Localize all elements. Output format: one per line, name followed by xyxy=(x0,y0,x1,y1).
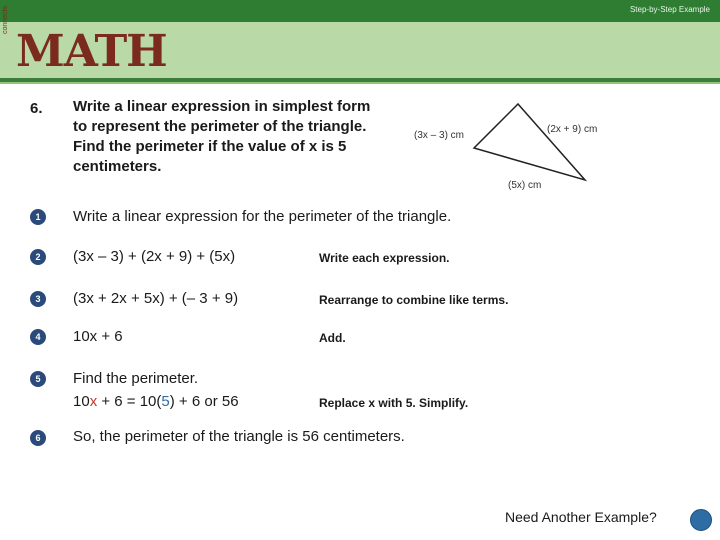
math-logo: MATH xyxy=(16,26,167,77)
step-3-expression: (3x + 2x + 5x) + (– 3 + 9) xyxy=(73,290,239,307)
work-coefficient: 10 xyxy=(73,393,90,410)
step-1-text: Write a linear expression for the perimeter of the triangle. xyxy=(73,208,452,225)
next-arrow-icon xyxy=(691,510,711,530)
step-4-badge: 4 xyxy=(30,329,46,345)
work-result: ) + 6 or 56 xyxy=(169,393,239,410)
header-top-bar xyxy=(0,0,720,22)
triangle-left-side-label: (3x – 3) cm xyxy=(414,130,465,141)
header-divider xyxy=(0,78,720,82)
work-middle: + 6 = 10( xyxy=(97,393,162,410)
step-6-badge: 6 xyxy=(30,430,46,446)
step-5-text: Find the perimeter. xyxy=(73,370,199,387)
problem-number: 6. xyxy=(30,100,43,117)
next-example-button[interactable] xyxy=(690,509,712,531)
need-another-example-link[interactable]: Need Another Example? xyxy=(505,509,657,525)
step-5-note: Replace x with 5. Simplify. xyxy=(319,396,469,410)
triangle-shape xyxy=(474,104,585,180)
step-2-badge: 2 xyxy=(30,249,46,265)
work-value: 5 xyxy=(161,393,170,410)
header-banner xyxy=(0,0,720,84)
problem-statement: Write a linear expression in simplest form to represent the perimeter of the triangle. Find the perimeter if the value of x is 5 centimeters. xyxy=(73,98,371,175)
step-2-note: Write each expression. xyxy=(319,251,450,265)
step-2-expression: (3x – 3) + (2x + 9) + (5x) xyxy=(73,248,236,265)
triangle-diagram xyxy=(470,100,590,185)
header-subtitle: Step-by-Step Example xyxy=(629,5,710,14)
step-1-badge: 1 xyxy=(30,209,46,225)
step-6-text: So, the perimeter of the triangle is 56 centimeters. xyxy=(73,428,405,445)
step-3-note: Rearrange to combine like terms. xyxy=(319,293,509,307)
step-5-badge: 5 xyxy=(30,371,46,387)
step-4-note: Add. xyxy=(319,331,346,345)
step-3-badge: 3 xyxy=(30,291,46,307)
triangle-right-side-label: (2x + 9) cm xyxy=(547,124,598,135)
step-5-work xyxy=(73,393,239,410)
step-4-expression: 10x + 6 xyxy=(73,328,123,345)
logo-tag: connects xyxy=(2,5,9,34)
work-variable: x xyxy=(89,393,98,410)
triangle-bottom-side-label: (5x) cm xyxy=(508,180,542,191)
